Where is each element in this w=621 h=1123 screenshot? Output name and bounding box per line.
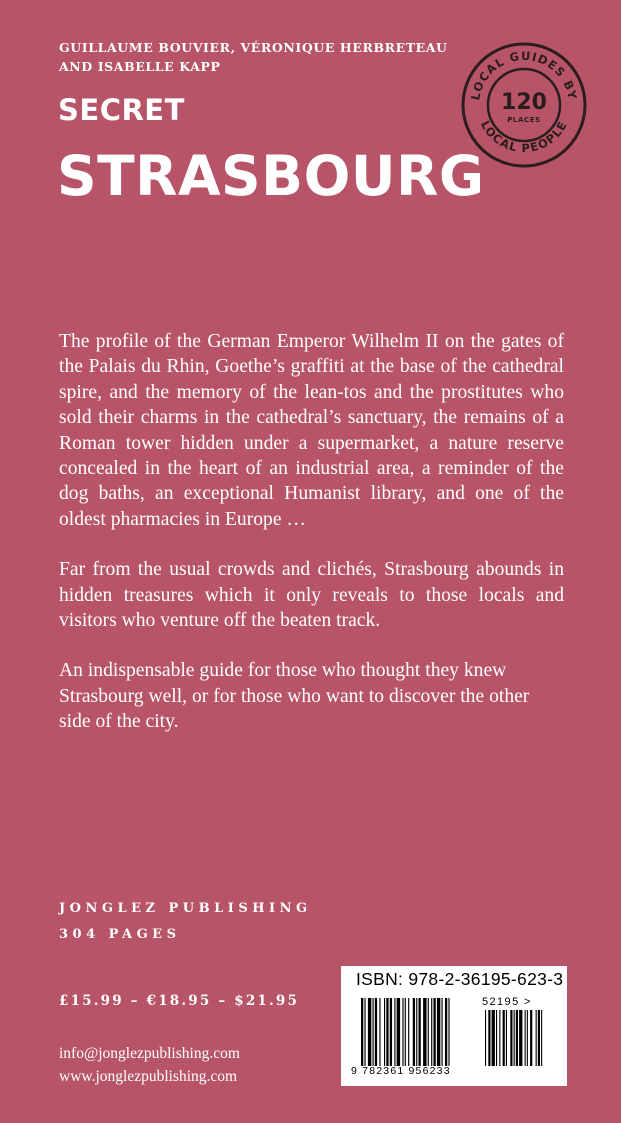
series-title: SECRET <box>58 93 185 127</box>
email-link[interactable]: info@jonglezpublishing.com <box>59 1045 240 1062</box>
authors <box>59 38 489 76</box>
local-guides-stamp <box>461 42 587 168</box>
price: £15.99 – €18.95 – $21.95 <box>59 993 300 1009</box>
blurb-paragraph-2: Far from the usual crowds and clichés, Strasbourg abounds in hidden treasures which it only reveals to those locals and visitors who venture off the beaten track. <box>59 559 564 632</box>
stamp-unit: PLACES <box>507 116 541 124</box>
authors-line-2: AND ISABELLE KAPP <box>59 59 221 74</box>
stamp-arc-top: LOCAL GUIDES BY <box>468 48 580 102</box>
blurb-paragraph-3: An indispensable guide for those who thought they knew Strasbourg well, or for those who want to discover the other side of the city. <box>59 660 530 733</box>
book-title: STRASBOURG <box>57 144 485 208</box>
blurb <box>59 329 564 760</box>
barcode-ean-digits: 9 782361 956233 <box>351 1065 451 1077</box>
contact-info <box>59 1042 240 1088</box>
blurb-paragraph-1: The profile of the German Emperor Wilhelm II on the gates of the Palais du Rhin, Goethe’s graffiti at the base of the cathedral spire, and the memory of the lean-tos and the prostitutes who sold their charms in the cathedral’s sanctuary, the remains of a Roman tower hidden under a supermarket, a nature reserve concealed in the heart of an industrial area, a reminder of the dog baths, an exceptional Humanist library, and one of the oldest pharmacies in Europe … <box>59 331 564 530</box>
stamp-arc-bottom: LOCAL PEOPLE <box>477 118 571 156</box>
stamp-number: 120 <box>501 90 547 115</box>
publisher-info <box>59 896 312 948</box>
isbn-number: ISBN: 978-2-36195-623-3 <box>356 969 564 989</box>
barcode-icon <box>361 998 546 1068</box>
website-link[interactable]: www.jonglezpublishing.com <box>59 1068 238 1085</box>
authors-line-1: GUILLAUME BOUVIER, VÉRONIQUE HERBRETEAU <box>59 40 448 55</box>
barcode-addon-digits: 52195 > <box>482 996 532 1008</box>
publisher-name: JONGLEZ PUBLISHING <box>59 901 312 916</box>
barcode-panel <box>341 966 567 1086</box>
page-count: 304 PAGES <box>59 927 181 942</box>
